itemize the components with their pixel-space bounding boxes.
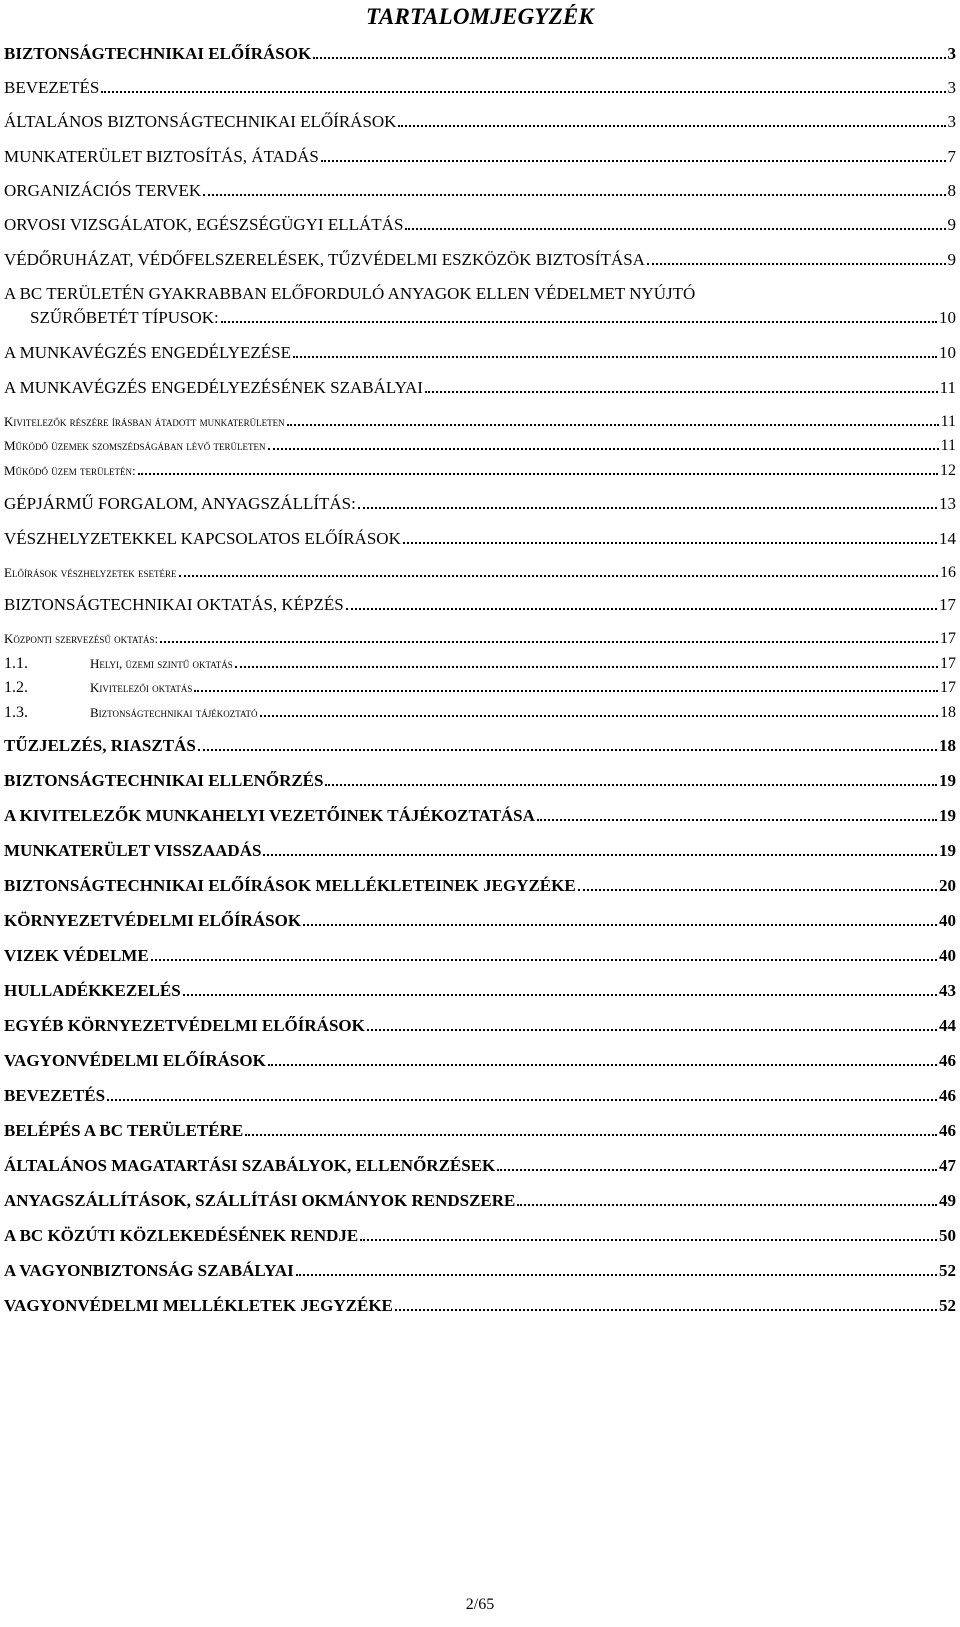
toc-leader-dots (107, 1099, 937, 1101)
toc-entry-label: Kivitelezői oktatás (90, 680, 193, 695)
toc-leader-dots (425, 391, 938, 393)
toc-leader-dots (325, 784, 937, 786)
toc-entry-label: Előírások vészhelyzetek esetére (4, 565, 177, 580)
toc-entry-page: 50 (939, 1226, 956, 1245)
toc-entry-number: 1.1. (4, 655, 28, 672)
toc-leader-dots (405, 228, 945, 230)
toc-entry-page: 11 (940, 413, 956, 430)
toc-entry[interactable] (4, 736, 956, 756)
toc-entry-page: 10 (939, 343, 956, 362)
toc-entry-page: 47 (939, 1156, 956, 1175)
toc-leader-dots (101, 91, 945, 93)
toc-entry-label: KÖRNYEZETVÉDELMI ELŐÍRÁSOK (4, 911, 302, 930)
toc-entry-label: GÉPJÁRMŰ FORGALOM, ANYAGSZÁLLÍTÁS: (4, 494, 356, 513)
toc-leader-dots (321, 160, 946, 162)
toc-leader-dots (151, 959, 937, 961)
toc-leader-dots (235, 666, 938, 668)
toc-entry-label: MUNKATERÜLET BIZTOSÍTÁS, ÁTADÁS (4, 147, 319, 166)
toc-entry[interactable] (4, 946, 956, 966)
toc-entry-label: SZŰRŐBETÉT TÍPUSOK: (30, 308, 219, 327)
toc-leader-dots (287, 424, 939, 426)
toc-entry-page: 8 (947, 181, 956, 200)
page-title: TARTALOMJEGYZÉK (366, 4, 594, 29)
page-number: 2/65 (465, 1596, 495, 1613)
toc-entry-page: 52 (939, 1261, 956, 1280)
toc-entry-line1[interactable] (4, 284, 695, 304)
toc-leader-dots (647, 263, 946, 265)
toc-entry[interactable] (4, 1016, 956, 1036)
toc-leader-dots (360, 1239, 937, 1241)
toc-entry[interactable] (4, 78, 956, 98)
toc-entry[interactable] (4, 250, 956, 270)
toc-entry-label: HULLADÉKKEZELÉS (4, 981, 181, 1000)
toc-entry-label: ORGANIZÁCIÓS TERVEK (4, 181, 202, 200)
toc-entry-page: 46 (939, 1086, 956, 1105)
toc-entry-page: 20 (939, 876, 956, 895)
toc-entry-label: ANYAGSZÁLLÍTÁSOK, SZÁLLÍTÁSI OKMÁNYOK RENDSZERE (4, 1191, 516, 1210)
toc-entry[interactable] (4, 181, 956, 201)
toc-leader-dots (303, 924, 937, 926)
toc-leader-dots (221, 321, 937, 323)
toc-entry-page: 49 (939, 1191, 956, 1210)
toc-leader-dots (268, 448, 939, 450)
toc-entry-label: Központi szervezésű oktatás: (4, 631, 159, 646)
toc-entry[interactable] (4, 44, 956, 64)
toc-entry-page: 17 (940, 655, 956, 672)
toc-entry-label: Kivitelezők részére írásban átadott munkaterületen (4, 414, 285, 429)
toc-entry-label: VÉSZHELYZETEKKEL KAPCSOLATOS ELŐÍRÁSOK (4, 529, 401, 548)
toc-entry-number: 1.2. (4, 679, 28, 696)
toc-subentry[interactable] (4, 437, 956, 455)
toc-entry-page: 17 (939, 595, 956, 614)
toc-entry[interactable] (4, 595, 956, 615)
toc-entry-page: 17 (940, 679, 956, 696)
toc-entry-page: 3 (947, 112, 956, 131)
toc-leader-dots (346, 608, 937, 610)
toc-leader-dots (160, 641, 938, 643)
toc-leader-dots (263, 854, 937, 856)
toc-leader-dots (395, 1309, 937, 1311)
toc-entry[interactable] (4, 841, 956, 861)
toc-entry-label: Működő üzem területén: (4, 463, 136, 478)
toc-entry-label: BEVEZETÉS (4, 78, 100, 97)
toc-leader-dots (268, 1064, 937, 1066)
toc-leader-dots (367, 1029, 937, 1031)
toc-entry-label: A VAGYONBIZTONSÁG SZABÁLYAI (4, 1261, 294, 1280)
toc-entry-page: 9 (947, 250, 956, 269)
toc-entry[interactable] (4, 494, 956, 514)
toc-entry-page: 19 (939, 841, 956, 860)
toc-entry[interactable] (4, 308, 956, 328)
toc-entry[interactable] (4, 1191, 956, 1211)
toc-leader-dots (296, 1274, 937, 1276)
toc-entry-label: BEVEZETÉS (4, 1086, 106, 1105)
toc-entry-page: 40 (939, 911, 956, 930)
toc-leader-dots (497, 1169, 937, 1171)
toc-entry-page: 44 (939, 1016, 956, 1035)
toc-entry-label: BIZTONSÁGTECHNIKAI ELLENŐRZÉS (4, 771, 324, 790)
toc-subentry[interactable] (4, 679, 956, 697)
toc-entry[interactable] (4, 1051, 956, 1071)
toc-entry-page: 12 (940, 462, 956, 479)
toc-entry-label: Működő üzemek szomszédságában lévő területen (4, 438, 266, 453)
toc-subentry[interactable] (4, 413, 956, 431)
toc-entry-label: BIZTONSÁGTECHNIKAI ELŐÍRÁSOK (4, 44, 312, 63)
toc-entry-page: 19 (939, 771, 956, 790)
toc-leader-dots (198, 749, 937, 751)
toc-entry-label: A MUNKAVÉGZÉS ENGEDÉLYEZÉSE (4, 343, 291, 362)
toc-entry-label: BELÉPÉS A BC TERÜLETÉRE (4, 1121, 244, 1140)
toc-entry-label: VIZEK VÉDELME (4, 946, 149, 965)
toc-entry-label: BIZTONSÁGTECHNIKAI OKTATÁS, KÉPZÉS (4, 595, 344, 614)
toc-entry-page: 43 (939, 981, 956, 1000)
toc-leader-dots (245, 1134, 937, 1136)
toc-entry[interactable] (4, 215, 956, 235)
toc-entry-label: BIZTONSÁGTECHNIKAI ELŐÍRÁSOK MELLÉKLETEINEK JEGYZÉKE (4, 876, 576, 895)
toc-entry[interactable] (4, 911, 956, 931)
toc-entry[interactable] (4, 1226, 956, 1246)
toc-entry-label: ORVOSI VIZSGÁLATOK, EGÉSZSÉGÜGYI ELLÁTÁS (4, 215, 404, 234)
toc-subentry[interactable] (4, 655, 956, 673)
toc-leader-dots (537, 819, 937, 821)
toc-entry[interactable] (4, 378, 956, 398)
toc-entry-label: Biztonságtechnikai tájékoztató (90, 705, 258, 720)
toc-leader-dots (398, 125, 945, 127)
toc-entry-page: 18 (940, 704, 956, 721)
toc-subentry[interactable] (4, 564, 956, 582)
toc-entry-page: 19 (939, 806, 956, 825)
toc-entry-label: A KIVITELEZŐK MUNKAHELYI VEZETŐINEK TÁJÉKOZTATÁSA (4, 806, 535, 825)
toc-leader-dots (578, 889, 937, 891)
toc-entry-page: 7 (947, 147, 956, 166)
toc-entry[interactable] (4, 147, 956, 167)
toc-entry[interactable] (4, 1086, 956, 1106)
toc-leader-dots (194, 690, 938, 692)
toc-leader-dots (260, 715, 938, 717)
toc-leader-dots (313, 57, 945, 59)
toc-entry[interactable] (4, 1296, 956, 1316)
toc-leader-dots (179, 575, 938, 577)
toc-subentry[interactable] (4, 630, 956, 648)
toc-leader-dots (183, 994, 937, 996)
toc-entry-page: 11 (939, 378, 956, 397)
toc-entry[interactable] (4, 981, 956, 1001)
toc-entry-label: VAGYONVÉDELMI MELLÉKLETEK JEGYZÉKE (4, 1296, 393, 1315)
toc-entry-label: ÁLTALÁNOS MAGATARTÁSI SZABÁLYOK, ELLENŐRZÉSEK (4, 1156, 496, 1175)
toc-entry-label: Helyi, üzemi szintű oktatás (90, 656, 233, 671)
toc-leader-dots (138, 473, 938, 475)
toc-entry-page: 3 (947, 44, 956, 63)
toc-entry-page: 13 (939, 494, 956, 513)
toc-entry-page: 17 (940, 630, 956, 647)
toc-entry[interactable] (4, 112, 956, 132)
toc-entry-label: VAGYONVÉDELMI ELŐÍRÁSOK (4, 1051, 266, 1070)
toc-entry-page: 3 (947, 78, 956, 97)
toc-entry-label: TŰZJELZÉS, RIASZTÁS (4, 736, 196, 755)
toc-entry-page: 16 (940, 564, 956, 581)
toc-leader-dots (517, 1204, 937, 1206)
toc-entry-label: A MUNKAVÉGZÉS ENGEDÉLYEZÉSÉNEK SZABÁLYAI (4, 378, 423, 397)
toc-entry-page: 52 (939, 1296, 956, 1315)
toc-entry[interactable] (4, 771, 956, 791)
toc-leader-dots (358, 507, 937, 509)
toc-entry[interactable] (4, 1156, 956, 1176)
toc-entry-number: 1.3. (4, 704, 28, 721)
toc-entry[interactable] (4, 1121, 956, 1141)
toc-entry-page: 14 (939, 529, 956, 548)
toc-entry-page: 18 (939, 736, 956, 755)
toc-entry-page: 40 (939, 946, 956, 965)
toc-entry[interactable] (4, 806, 956, 826)
toc-entry-label: MUNKATERÜLET VISSZAADÁS (4, 841, 262, 860)
toc-subentry[interactable] (4, 704, 956, 722)
toc-entry-page: 46 (939, 1051, 956, 1070)
toc-entry-label: A BC TERÜLETÉN GYAKRABBAN ELŐFORDULÓ ANYAGOK ELLEN VÉDELMET NYÚJTÓ (4, 284, 696, 303)
toc-entry[interactable] (4, 1261, 956, 1281)
toc-leader-dots (403, 542, 937, 544)
toc-entry-page: 11 (940, 437, 956, 454)
toc-entry-page: 9 (947, 215, 956, 234)
toc-subentry[interactable] (4, 462, 956, 480)
toc-entry-page: 46 (939, 1121, 956, 1140)
toc-leader-dots (203, 194, 945, 196)
toc-entry[interactable] (4, 343, 956, 363)
toc-entry[interactable] (4, 876, 956, 896)
toc-entry-label: VÉDŐRUHÁZAT, VÉDŐFELSZERELÉSEK, TŰZVÉDELMI ESZKÖZÖK BIZTOSÍTÁSA (4, 250, 645, 269)
toc-entry-label: ÁLTALÁNOS BIZTONSÁGTECHNIKAI ELŐÍRÁSOK (4, 112, 397, 131)
toc-leader-dots (293, 356, 937, 358)
toc-entry-page: 10 (939, 308, 956, 327)
toc-entry-label: A BC KÖZÚTI KÖZLEKEDÉSÉNEK RENDJE (4, 1226, 359, 1245)
toc-entry-label: EGYÉB KÖRNYEZETVÉDELMI ELŐÍRÁSOK (4, 1016, 365, 1035)
toc-entry[interactable] (4, 529, 956, 549)
